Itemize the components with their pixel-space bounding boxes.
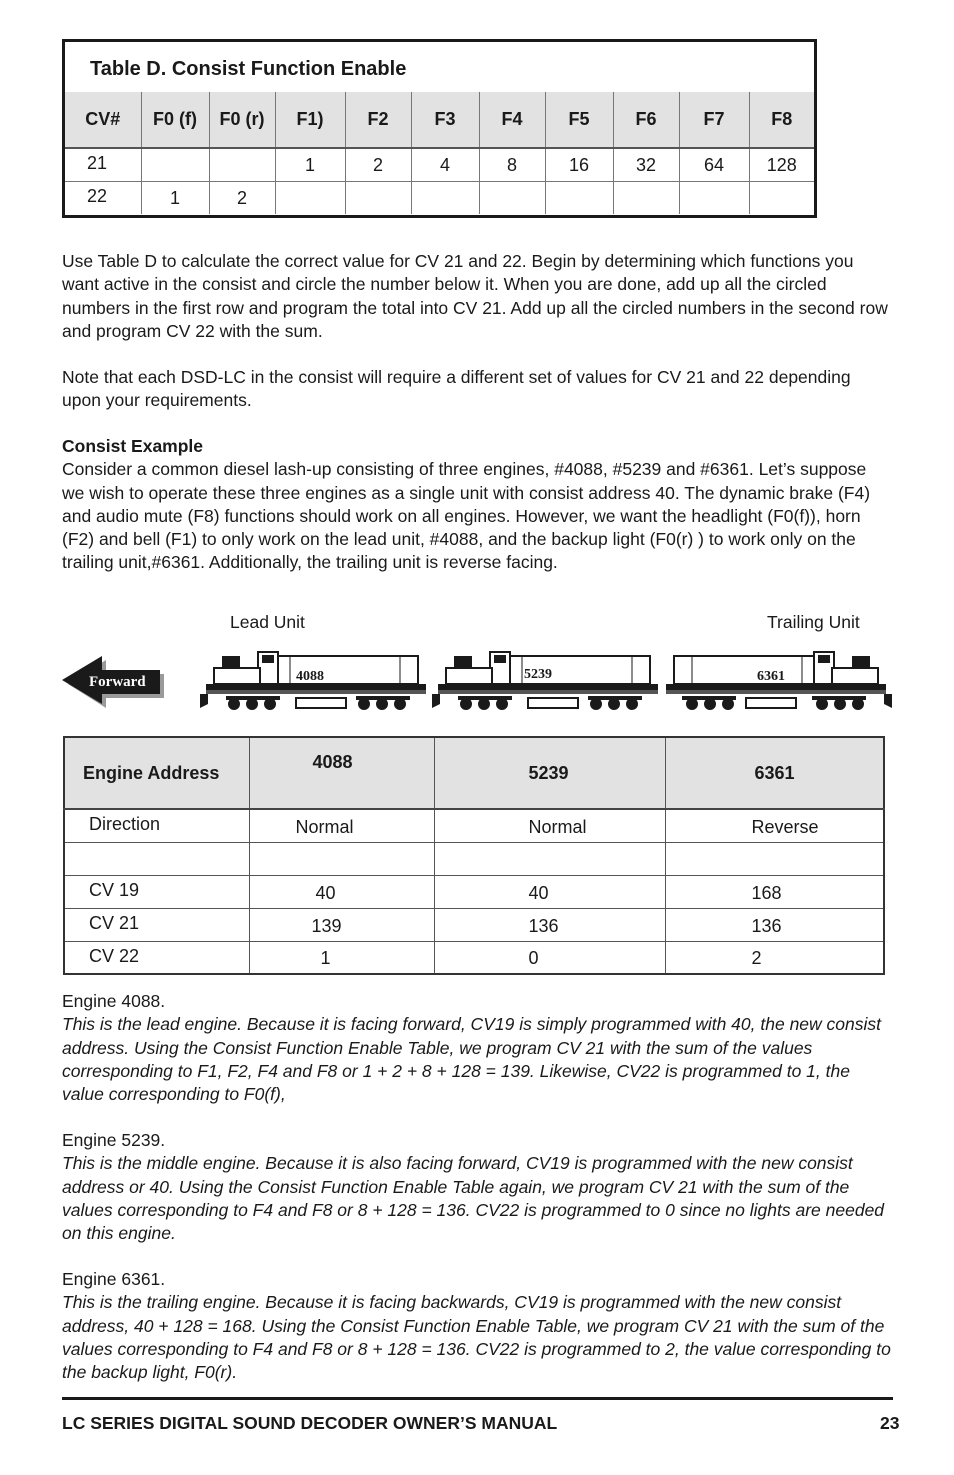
table-d-header: F5 [545,92,613,148]
engine-table-header: 4088 [249,737,434,809]
page-number: 23 [880,1413,900,1433]
table-cell [64,842,249,875]
note-paragraph: Note that each DSD-LC in the consist will require a different set of values for CV 21 and 22 depending upon your requirements. [62,367,851,411]
table-d-header: F0 (r) [209,92,275,148]
engine-heading: Engine 4088. [62,991,166,1011]
table-cell [249,842,434,875]
table-cell: Reverse [665,809,884,842]
table-cell: CV 19 [64,875,249,908]
table-cell: 32 [613,148,679,181]
table-cell [141,148,209,181]
table-cell [665,842,884,875]
table-d-header: F6 [613,92,679,148]
engine-table-header-row [64,737,884,809]
locomotive-number: 5239 [524,667,552,682]
engine-4088-section [62,990,892,1106]
locomotive-lead [200,646,432,721]
locomotive-number: 6361 [757,669,785,684]
footer-title: LC SERIES DIGITAL SOUND DECODER OWNER’S MANUAL [62,1413,558,1433]
table-cell: 1 [141,181,209,214]
table-d-title: Table D. Consist Function Enable [90,58,407,80]
table-cell: 1 [275,148,345,181]
table-d-header: F4 [479,92,545,148]
table-cell: 2 [209,181,275,214]
engine-table-header: 6361 [665,737,884,809]
table-cell: 128 [749,148,814,181]
table-cell: CV 22 [64,941,249,974]
table-cell: 136 [434,908,665,941]
table-d-header: F7 [679,92,749,148]
table-cell: CV 21 [64,908,249,941]
engine-table-header: Engine Address [64,737,249,809]
table-cell: 168 [665,875,884,908]
table-cell: 40 [434,875,665,908]
table-cell: 16 [545,148,613,181]
table-d-header: F1) [275,92,345,148]
table-cell: 64 [679,148,749,181]
table-d-header: F0 (f) [141,92,209,148]
engine-6361-section [62,1268,892,1384]
table-cell [479,181,545,214]
table-cell [411,181,479,214]
consist-example-section [62,435,892,575]
locomotive-middle [432,646,664,721]
engine-heading: Engine 6361. [62,1269,166,1289]
table-cell: 2 [345,148,411,181]
table-d-title-bar [65,42,814,93]
table-cell [345,181,411,214]
trailing-unit-label: Trailing Unit [767,612,860,632]
consist-example-body: Consider a common diesel lash-up consisting of three engines, #4088, #5239 and #6361. Let’s suppose we wish to operate these three engines as a single unit with consist address 40. The dynamic brake (F4) and audio mute (F8) functions should work on all engines. However, we want the headlight (F0(f)), horn (F2) and bell (F1) to only work on the lead unit, #4088, and the backup light (F0(r) ) to work only on the trailing unit,#6361. Additionally, the trailing unit is reverse facing. [62,459,871,573]
engine-table-header: 5239 [434,737,665,809]
engine-5239-section [62,1129,892,1245]
table-row [64,941,884,974]
table-row [64,842,884,875]
table-cell [613,181,679,214]
table-cell [749,181,814,214]
consist-example-heading: Consist Example [62,436,204,456]
forward-label: Forward [89,674,146,690]
engine-description: This is the trailing engine. Because it is facing backwards, CV19 is programmed with the new consist address, 40 + 128 = 168. Using the Consist Function Enable Table, we program CV 21 with the sum of the values corresponding to F4 and F8 or 8 + 128 = 136. CV22 is programmed to 2, the value corresponding to the backup light, F0(r). [62,1292,891,1383]
engine-description: This is the middle engine. Because it is also facing forward, CV19 is programmed with the new consist address or 40. Using the Consist Function Enable Table again, we program CV 21 with the sum of the values corresponding to F4 and F8 or 8 + 128 = 136. CV22 is programmed to 0 since no lights are needed on this engine. [62,1153,885,1244]
engine-description: This is the lead engine. Because it is facing forward, CV19 is simply programmed with 40, the new consist address. Using the Consist Function Enable Table, we program CV 21 with the sum of the values corresponding to F1, F2, F4 and F8 or 1 + 2 + 8 + 128 = 139. Likewise, CV22 is programmed to 1, the value corresponding to F0(f), [62,1014,881,1105]
table-cell: Normal [249,809,434,842]
table-cell: 21 [65,148,141,181]
footer-divider [62,1397,893,1400]
table-cell: 4 [411,148,479,181]
table-cell [209,148,275,181]
table-cell [545,181,613,214]
consist-function-enable-table [62,39,817,218]
table-cell [679,181,749,214]
table-d-header: F2 [345,92,411,148]
locomotive-trailing [664,646,892,721]
table-cell [434,842,665,875]
table-row [65,181,814,214]
forward-arrow-icon [62,654,166,715]
table-d-header: CV# [65,92,141,148]
table-d-header-row [65,92,814,148]
table-cell: 136 [665,908,884,941]
engine-heading: Engine 5239. [62,1130,166,1150]
table-row [65,148,814,181]
table-cell: 22 [65,181,141,214]
table-cell: 0 [434,941,665,974]
table-row [64,809,884,842]
table-d-header: F3 [411,92,479,148]
engine-address-table [63,736,885,975]
table-cell: 8 [479,148,545,181]
table-cell: 139 [249,908,434,941]
table-cell: Normal [434,809,665,842]
table-d-header: F8 [749,92,814,148]
table-row [64,908,884,941]
table-d-grid [65,92,814,214]
locomotive-number: 4088 [296,669,324,684]
table-cell: 1 [249,941,434,974]
lead-unit-label: Lead Unit [230,612,305,632]
table-cell: 40 [249,875,434,908]
table-cell: 2 [665,941,884,974]
table-row [64,875,884,908]
intro-paragraph: Use Table D to calculate the correct value for CV 21 and 22. Begin by determining which functions you want active in the consist and circle the number below it. When you are done, add up all the circled numbers in the first row and program the total into CV 21. Add up all the circled numbers in the second row and program CV 22 with the sum. [62,251,888,341]
table-cell: Direction [64,809,249,842]
table-cell [275,181,345,214]
